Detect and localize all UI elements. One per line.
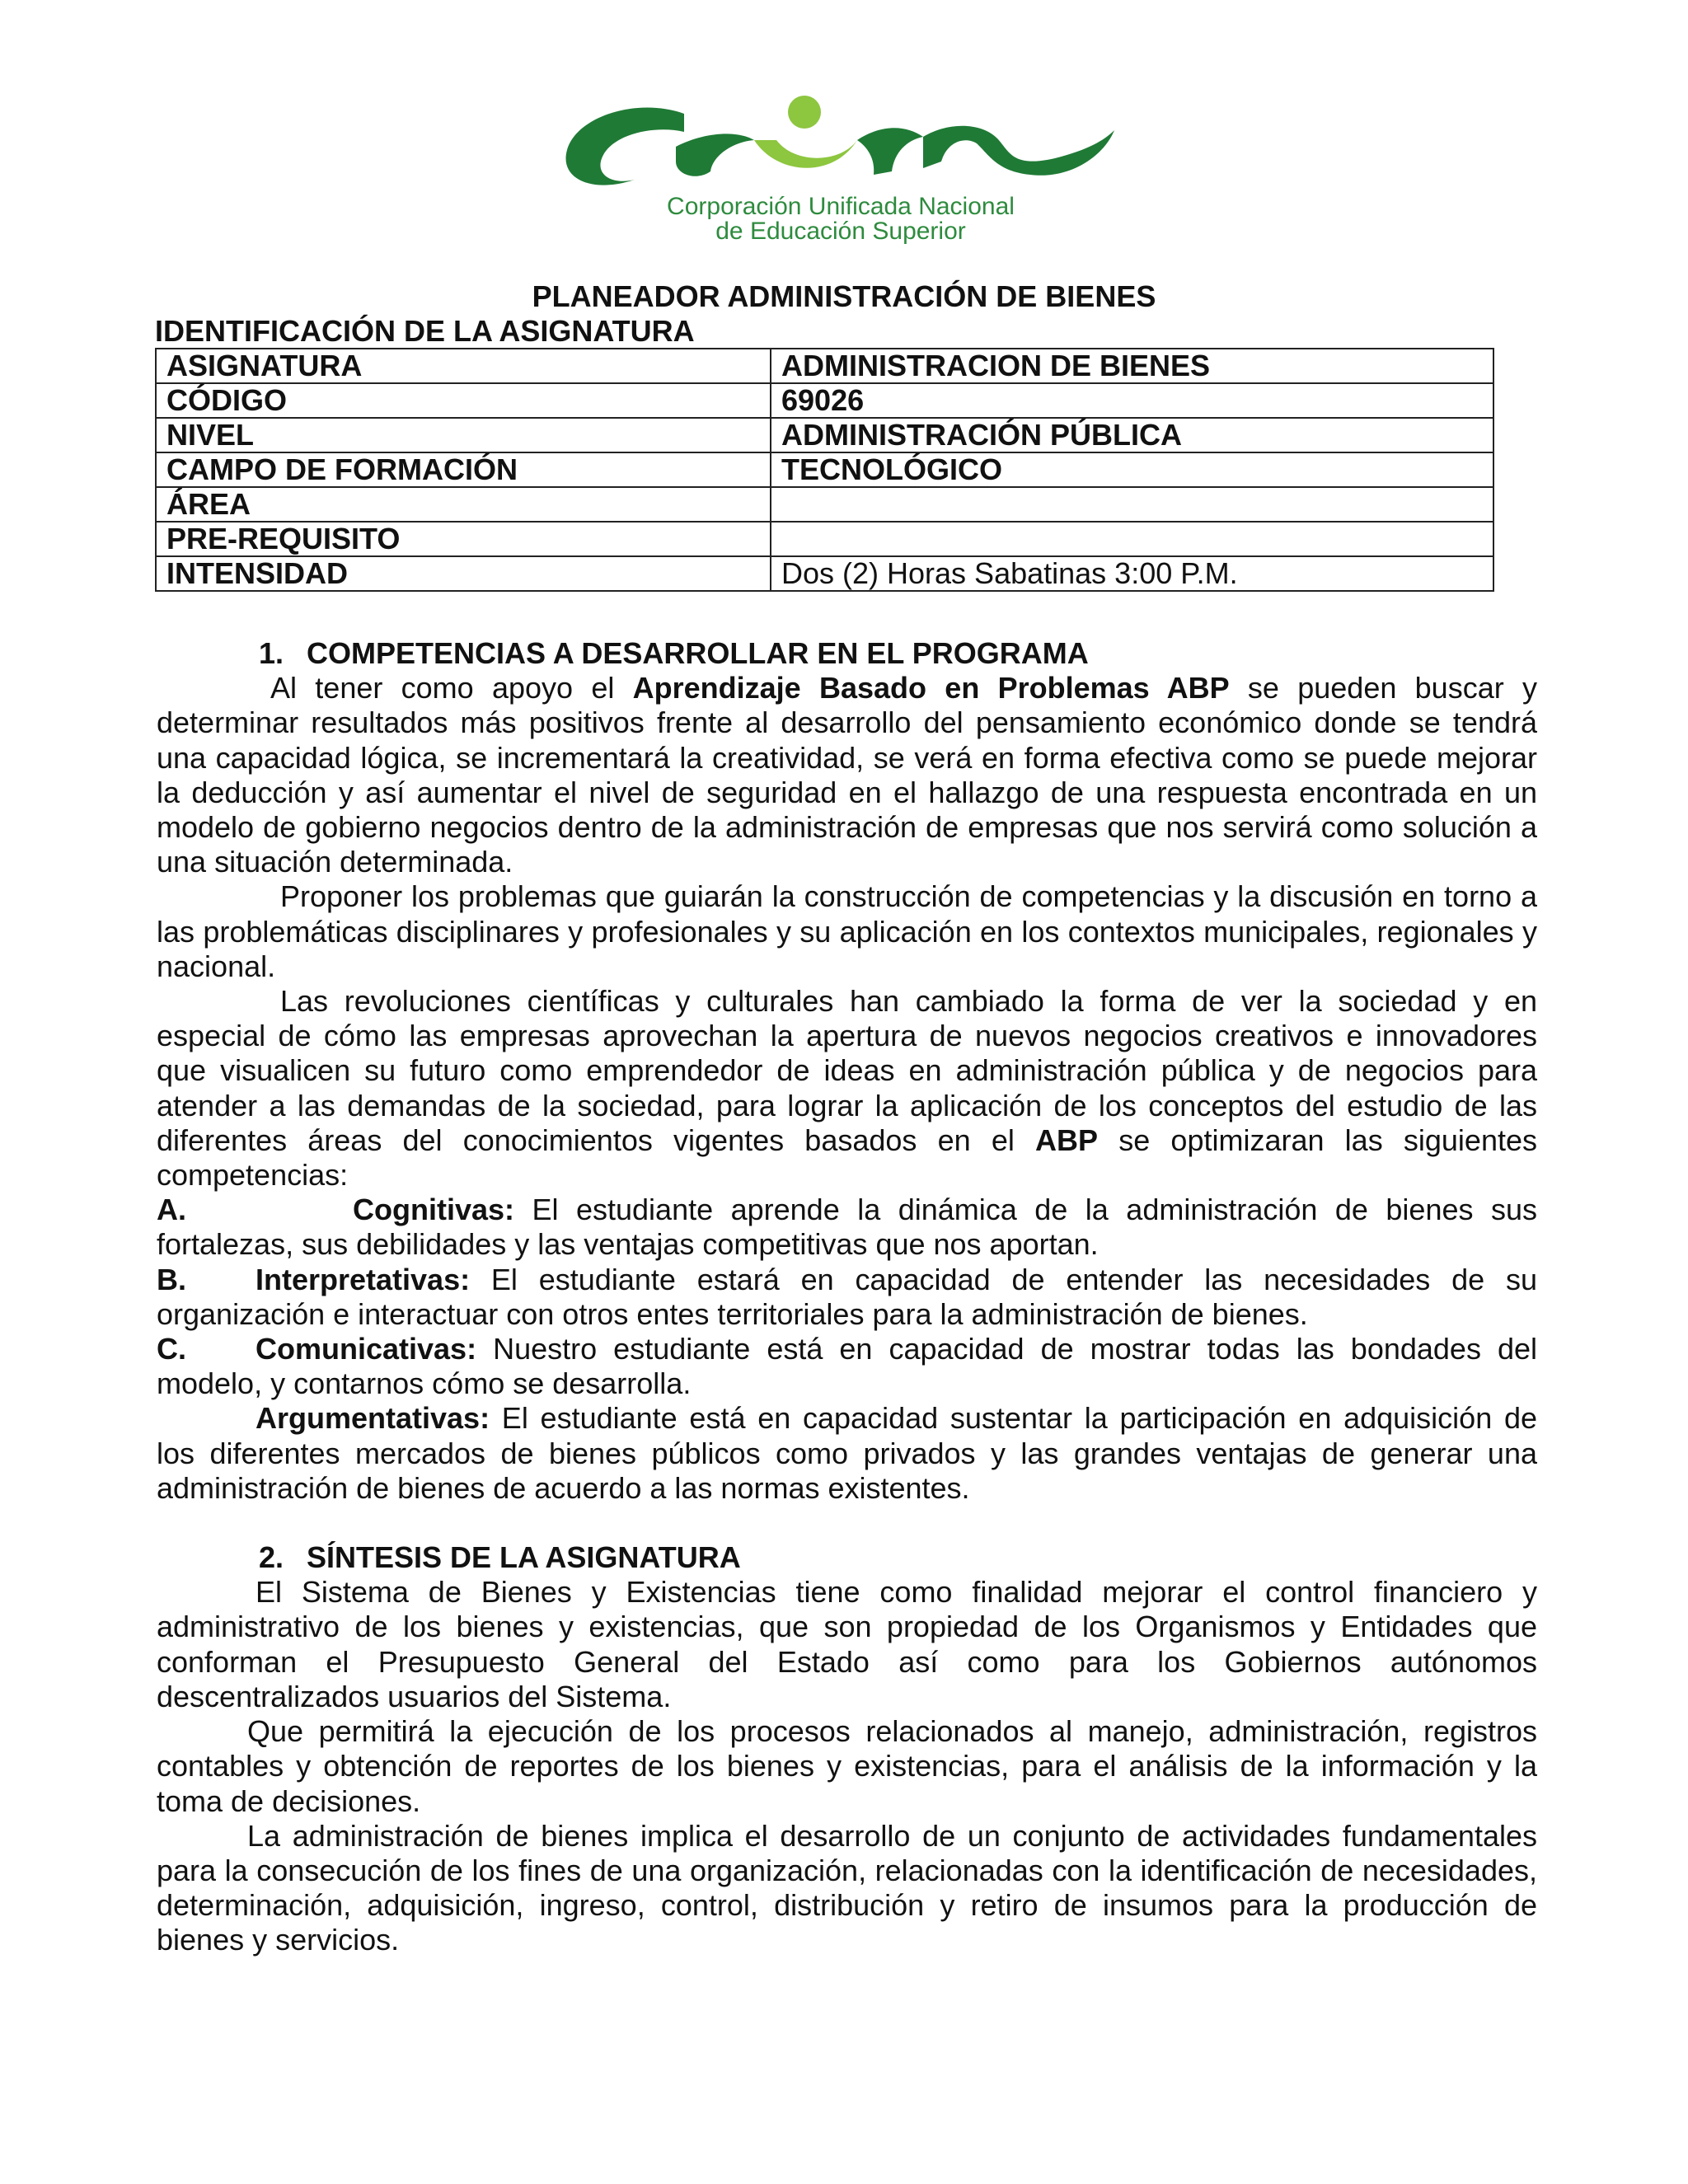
competency-label: C.	[157, 1332, 186, 1366]
competency-text: El estudiante aprende la dinámica de la administración de bienes sus fortalezas, sus debilidades y las ventajas competitivas que nos aportan.	[157, 1193, 1537, 1262]
table-value: ADMINISTRACION DE BIENES	[771, 349, 1493, 383]
competency-title: Argumentativas:	[256, 1401, 490, 1436]
table-value: Dos (2) Horas Sabatinas 3:00 P.M.	[771, 556, 1493, 591]
text-run: se optimizaran las siguientes competencias:	[157, 1122, 1537, 1193]
competency-interpretativas	[157, 1263, 1537, 1332]
logo-line1: Corporación Unificada Nacional	[667, 193, 1015, 220]
competency-text: Nuestro estudiante está en capacidad de mostrar todas las bondades del modelo, y contarnos cómo se desarrolla.	[157, 1332, 1537, 1401]
table-row	[156, 487, 1493, 522]
section-number: 1.	[259, 636, 284, 670]
table-value	[771, 522, 1493, 556]
text-run: se pueden buscar y determinar resultados más positivos frente al desarrollo del pensamiento económico donde se tendrá una capacidad lógica, se incrementará la creatividad, se verá en forma efectiva como se puede mejorar la deducción y así aumentar el nivel de seguridad en el hallazgo de una respuesta encontrada en un modelo de gobierno negocios dentro de la administración de empresas que nos servirá como solución a una situación determinada.	[157, 671, 1537, 879]
section-title: SÍNTESIS DE LA ASIGNATURA	[307, 1540, 741, 1575]
logo-line2: de Educación Superior	[715, 218, 966, 245]
table-row	[156, 522, 1493, 556]
paragraph: Proponer los problemas que guiarán la construcción de competencias y la discusión en torno a las problemáticas disciplinares y profesionales y su aplicación en los contextos municipales, regionales y nacional.	[157, 879, 1537, 983]
competency-argumentativas	[157, 1401, 1537, 1506]
competency-title: Interpretativas:	[256, 1262, 471, 1296]
spacer	[157, 1506, 1537, 1540]
table-key: PRE-REQUISITO	[156, 522, 771, 556]
table-key: CÓDIGO	[156, 383, 771, 418]
document-title: PLANEADOR ADMINISTRACIÓN DE BIENES	[532, 279, 1156, 313]
table-key: ASIGNATURA	[156, 349, 771, 383]
paragraph	[157, 984, 1537, 1193]
competency-label: A.	[157, 1193, 186, 1227]
table-key: INTENSIDAD	[156, 556, 771, 591]
competency-cognitivas	[157, 1193, 1537, 1262]
section-title: COMPETENCIAS A DESARROLLAR EN EL PROGRAMA	[307, 636, 1089, 670]
table-row	[156, 418, 1493, 452]
section-heading-sintesis	[157, 1540, 1537, 1575]
competency-text: El estudiante está en capacidad sustentar la participación en adquisición de los diferentes mercados de bienes públicos como privados y las grandes ventajas de generar una administración de bienes de acuerdo a las normas existentes.	[157, 1401, 1537, 1505]
document-body	[157, 636, 1537, 1958]
competency-text: El estudiante estará en capacidad de entender las necesidades de su organización e interactuar con otros entes territoriales para la administración de bienes.	[157, 1262, 1537, 1331]
cun-logo	[560, 82, 1121, 247]
table-key: CAMPO DE FORMACIÓN	[156, 452, 771, 487]
cun-logo-graphic	[560, 82, 1121, 247]
competency-label: B.	[157, 1262, 186, 1296]
table-key: ÁREA	[156, 487, 771, 522]
paragraph: Que permitirá la ejecución de los procesos relacionados al manejo, administración, registros contables y obtención de reportes de los bienes y existencias, para el análisis de la información y la toma de decisiones.	[157, 1714, 1537, 1818]
text-run: Al tener como apoyo el	[270, 671, 633, 705]
table-row	[156, 556, 1493, 591]
paragraph	[157, 671, 1537, 879]
table-value: ADMINISTRACIÓN PÚBLICA	[771, 418, 1493, 452]
table-row	[156, 383, 1493, 418]
table-value	[771, 487, 1493, 522]
bold-text: ABP	[1035, 1122, 1099, 1157]
table-row	[156, 349, 1493, 383]
table-value: 69026	[771, 383, 1493, 418]
table-row	[156, 452, 1493, 487]
section-number: 2.	[259, 1540, 284, 1575]
subject-identification-table	[155, 348, 1494, 592]
table-value: TECNOLÓGICO	[771, 452, 1493, 487]
competency-title: Cognitivas:	[353, 1193, 515, 1227]
text-run: Las revoluciones científicas y culturales han cambiado la forma de ver la sociedad y en especial de cómo las empresas aprovechan la apertura de nuevos negocios creativos e innovadores que visualicen su futuro como emprendedor de ideas en administración pública y de negocios para atender a las demandas de la sociedad, para lograr la aplicación de los conceptos del estudio de las diferentes áreas del conocimientos vigentes basados en el	[157, 984, 1537, 1157]
section-heading-competencias	[157, 636, 1537, 671]
competency-comunicativas	[157, 1332, 1537, 1401]
paragraph: El Sistema de Bienes y Existencias tiene como finalidad mejorar el control financiero y administrativo de los bienes y existencias, que son propiedad de los Organismos y Entidades que conforman el Presupuesto General del Estado así como para los Gobiernos autónomos descentralizados usuarios del Sistema.	[157, 1575, 1537, 1713]
table-key: NIVEL	[156, 418, 771, 452]
paragraph: La administración de bienes implica el desarrollo de un conjunto de actividades fundamentales para la consecución de los fines de una organización, relacionadas con la identificación de necesidades, determinación, adquisición, ingreso, control, distribución y retiro de insumos para la producción de bienes y servicios.	[157, 1818, 1537, 1957]
bold-text: Aprendizaje Basado en Problemas ABP	[632, 671, 1230, 705]
competency-title: Comunicativas:	[256, 1332, 477, 1366]
identification-heading: IDENTIFICACIÓN DE LA ASIGNATURA	[155, 314, 695, 348]
